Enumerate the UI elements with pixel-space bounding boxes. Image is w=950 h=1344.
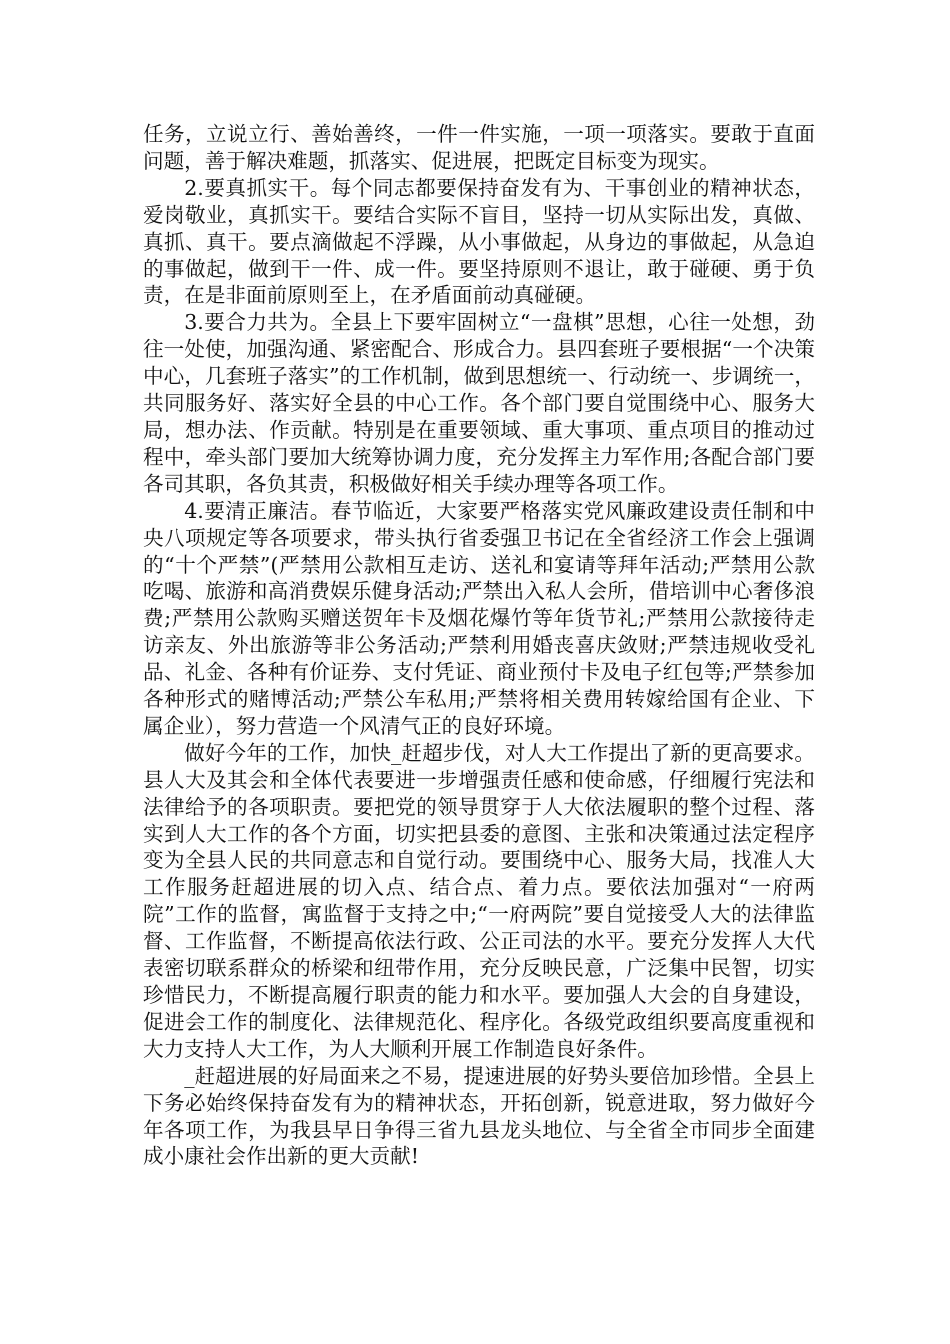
paragraph-item-3: 3.要合力共为。全县上下要牢固树立“一盘棋”思想，心往一处想，劲往一处使，加强沟通、紧密配合、形成合力。县四套班子要根据“一个决策中心，几套班子落实”的工作机制，做到思想统一、行动统一、步调统一，共同服务好、落实好全县的中心工作。各个部门要自觉围绕中心、服务大局，想办法、作贡献。特别是在重要领域、重大事项、重点项目的推动过程中，牵头部门要加大统筹协调力度，充分发挥主力军作用;各配合部门要各司其职，各负其责，积极做好相关手续办理等各项工作。 [143, 310, 815, 496]
paragraph-item-2: 2.要真抓实干。每个同志都要保持奋发有为、干事创业的精神状态，爱岗敬业，真抓实干。要结合实际不盲目，坚持一切从实际出发，真做、真抓、真干。要点滴做起不浮躁，从小事做起，从身边的事做起，从急迫的事做起，做到干一件、成一件。要坚持原则不退让，敢于碰硬、勇于负责，在是非面前原则至上，在矛盾面前动真碰硬。 [143, 175, 815, 308]
paragraph-item-4: 4.要清正廉洁。春节临近，大家要严格落实党风廉政建设责任制和中央八项规定等各项要求，带头执行省委强卫书记在全省经济工作会上强调的“十个严禁”(严禁用公款相互走访、送礼和宴请等拜年活动;严禁用公款吃喝、旅游和高消费娱乐健身活动;严禁出入私人会所，借培训中心奢侈浪费;严禁用公款购买赠送贺年卡及烟花爆竹等年货节礼;严禁用公款接待走访亲友、外出旅游等非公务活动;严禁利用婚丧喜庆敛财;严禁违规收受礼品、礼金、各种有价证券、支付凭证、商业预付卡及电子红包等;严禁参加各种形式的赌博活动;严禁公车私用;严禁将相关费用转嫁给国有企业、下属企业），努力营造一个风清气正的良好环境。 [143, 498, 815, 738]
paragraph-npc-work: 做好今年的工作，加快_赶超步伐，对人大工作提出了新的更高要求。县人大及其会和全体代表要进一步增强责任感和使命感，仔细履行宪法和法律给予的各项职责。要把党的领导贯穿于人大依法履职的整个过程、落实到人大工作的各个方面，切实把县委的意图、主张和决策通过法定程序变为全县人民的共同意志和自觉行动。要围绕中心、服务大局，找准人大工作服务赶超进展的切入点、结合点、着力点。要依法加强对“一府两院”工作的监督，寓监督于支持之中;“一府两院”要自觉接受人大的法律监督、工作监督，不断提高依法行政、公正司法的水平。要充分发挥人大代表密切联系群众的桥梁和纽带作用，充分反映民意，广泛集中民智，切实珍惜民力，不断提高履行职责的能力和水平。要加强人大会的自身建设，促进会工作的制度化、法律规范化、程序化。各级党政组织要高度重视和大力支持人大工作，为人大顺利开展工作制造良好条件。 [143, 740, 815, 1061]
document-page [143, 121, 815, 1170]
paragraph-continuation: 任务，立说立行、善始善终，一件一件实施，一项一项落实。要敢于直面问题，善于解决难题，抓落实、促进展，把既定目标变为现实。 [143, 122, 815, 173]
paragraph-conclusion: _赶超进展的好局面来之不易，提速进展的好势头要倍加珍惜。全县上下务必始终保持奋发有为的精神状态，开拓创新，锐意进取，努力做好今年各项工作，为我县早日争得三省九县龙头地位、与全省全市同步全面建成小康社会作出新的更大贡献! [143, 1063, 815, 1169]
